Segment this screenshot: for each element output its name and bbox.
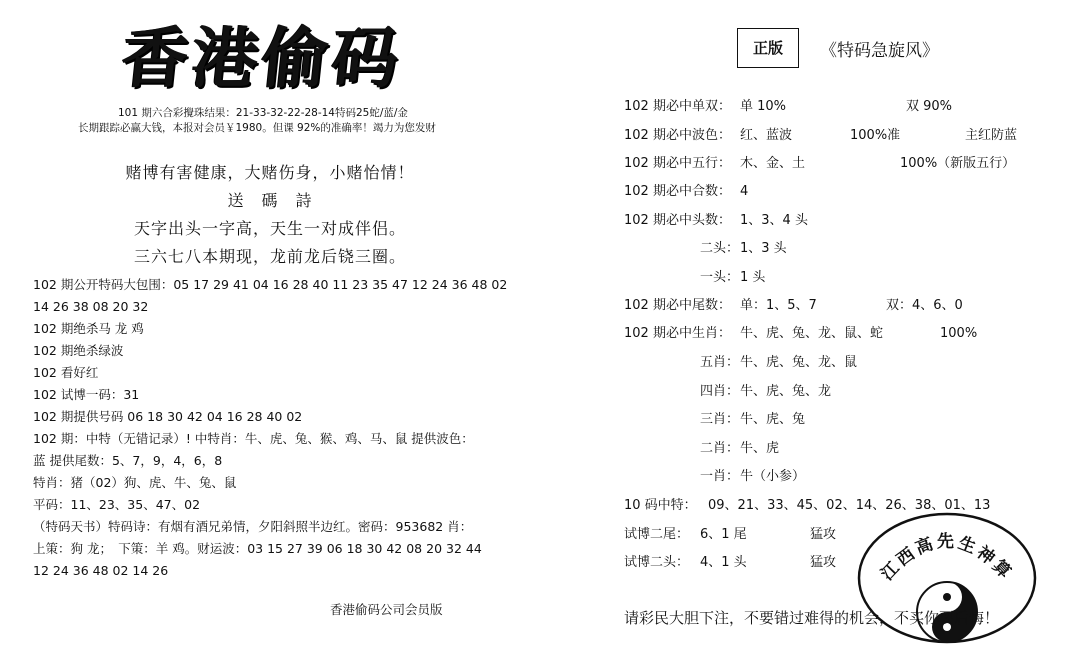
tails-single: 单：1、5、7: [740, 298, 817, 313]
two-heads-label: 二头：: [700, 241, 740, 256]
page-title: 《特码急旋风》: [820, 41, 939, 61]
elements-note: 100%（新版五行）: [900, 156, 1016, 171]
member-line: 长期跟踪必赢大钱，本报对会员￥1980。但课 92%的准确率！竭力为您发财: [78, 122, 436, 134]
four-zodiac-label: 四肖：: [700, 384, 740, 399]
list-item: 上策：狗 龙； 下策：羊 鸡。财运波：03 15 27 39 06 18 30 42 08 20 32 44: [33, 541, 482, 556]
version-badge: 正版: [737, 28, 799, 68]
list-item: 102 试博一码：31: [33, 387, 140, 402]
sum-label: 102 期必中合数：: [624, 184, 731, 199]
footer-text: 香港偷码公司会员版: [330, 602, 443, 617]
list-item: 特肖：猪（02）狗、虎、牛、兔、鼠: [33, 475, 237, 490]
zodiac-label: 102 期必中生肖：: [624, 326, 731, 341]
poem-line-2: 三六七八本期现，龙前龙后铙三圈。: [133, 247, 406, 266]
one-zodiac-label: 一肖：: [700, 469, 740, 484]
warning-text: 赌博有害健康，大赌伤身，小赌怡情！: [125, 163, 415, 182]
sum-value: 4: [740, 184, 749, 199]
heads-label: 102 期必中头数：: [624, 213, 731, 228]
trial-head-label: 试博二头：: [624, 555, 690, 570]
list-item: （特码天书）特码诗：有烟有酒兄弟情，夕阳斜照半边红。密码：953682 肖：: [33, 519, 473, 534]
list-item: 蓝 提供尾数：5、7，9，4，6，8: [33, 453, 223, 468]
wave-accuracy: 100%准: [850, 128, 901, 143]
right-panel: [540, 0, 1080, 672]
three-zodiac-label: 三肖：: [700, 412, 740, 427]
ten-codes-value: 09、21、33、45、02、14、26、38、01、13: [708, 498, 991, 513]
two-heads-value: 1、3 头: [740, 241, 787, 256]
list-item: 14 26 38 08 20 32: [33, 299, 149, 314]
list-item: 平码：11、23、35、47、02: [33, 497, 201, 512]
list-item: 102 看好红: [33, 365, 99, 380]
trial-tail-value: 6、1 尾: [700, 527, 747, 542]
list-item: 102 期公开特码大包围：05 17 29 41 04 16 28 40 11 23 35 47 12 24 36 48 02: [33, 277, 508, 292]
zodiac-value: 牛、虎、兔、龙、鼠、蛇: [740, 326, 884, 341]
trial-tail-label: 试博二尾：: [624, 527, 690, 542]
two-zodiac-label: 二肖：: [700, 441, 740, 456]
three-zodiac-value: 牛、虎、兔: [740, 412, 806, 427]
five-zodiac-label: 五肖：: [700, 355, 740, 370]
tails-label: 102 期必中尾数：: [624, 298, 731, 313]
result-line: 101 期六合彩攪珠结果：21-33-32-22-28-14特码25蛇/蓝/金: [118, 107, 408, 119]
elements-value: 木、金、土: [740, 156, 806, 171]
four-zodiac-value: 牛、虎、兔、龙: [740, 384, 832, 399]
stamp-text: 江西高先生神算: [877, 532, 1017, 585]
five-zodiac-value: 牛、虎、兔、龙、鼠: [740, 355, 858, 370]
list-item: 102 期提供号码 06 18 30 42 04 16 28 40 02: [33, 409, 303, 424]
wave-note: 主红防蓝: [965, 128, 1018, 143]
wave-value: 红、蓝波: [740, 128, 793, 143]
list-item: 102 期：中特（无错记录）! 中特肖：牛、虎、兔、猴、鸡、马、鼠 提供波色：: [33, 431, 474, 446]
list-item: 102 期绝杀马 龙 鸡: [33, 321, 144, 336]
tails-double: 双：4、6、0: [886, 298, 963, 313]
poem-line-1: 天字出头一字高，天生一对成伴侣。: [133, 219, 406, 238]
one-head-value: 1 头: [740, 270, 766, 285]
bottom-note: 请彩民大胆下注，不要错过难得的机会，不买你要后悔！: [624, 609, 1000, 627]
zodiac-note: 100%: [940, 326, 978, 341]
poem-title: 送 碼 詩: [227, 191, 313, 210]
trial-head-value: 4、1 头: [700, 555, 747, 570]
one-zodiac-value: 牛（小参）: [740, 469, 806, 484]
two-zodiac-value: 牛、虎: [740, 441, 780, 456]
newspaper-logo: 香港偷码: [117, 19, 407, 97]
double-value: 双 90%: [906, 99, 953, 114]
single-double-label: 102 期必中单双：: [624, 99, 731, 114]
wave-label: 102 期必中波色：: [624, 128, 731, 143]
single-value: 单 10%: [740, 99, 787, 114]
heads-value: 1、3、4 头: [740, 213, 808, 228]
list-item: 102 期绝杀绿波: [33, 343, 124, 358]
one-head-label: 一头：: [700, 270, 740, 285]
trial-head-note: 猛攻: [810, 555, 837, 570]
trial-tail-note: 猛攻: [810, 527, 837, 542]
elements-label: 102 期必中五行：: [624, 156, 731, 171]
ten-codes-label: 10 码中特：: [624, 498, 697, 513]
list-item: 12 24 36 48 02 14 26: [33, 563, 169, 578]
